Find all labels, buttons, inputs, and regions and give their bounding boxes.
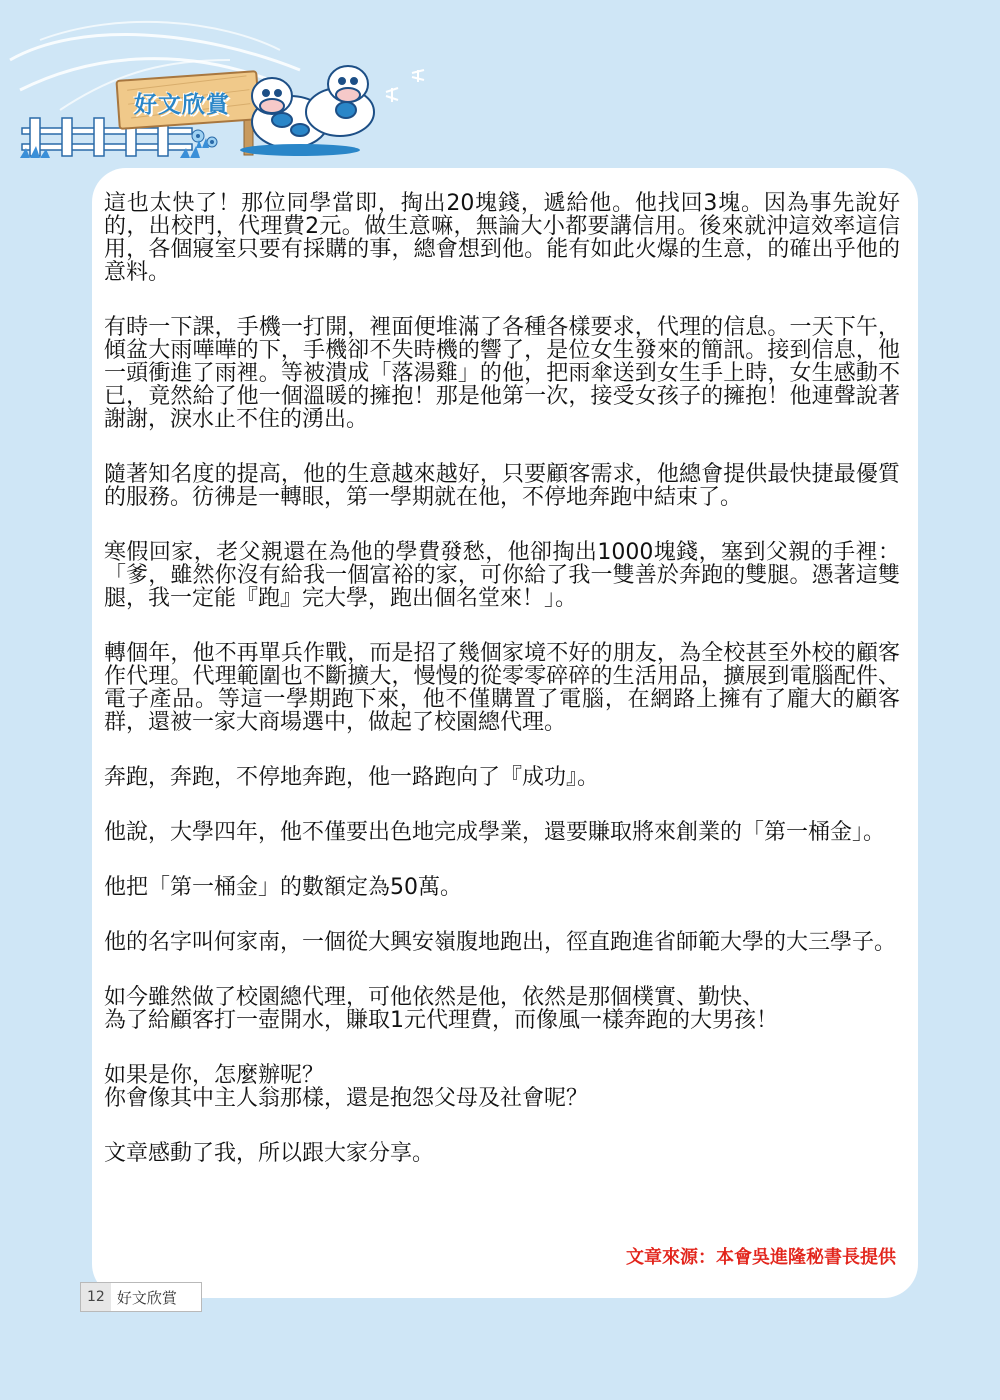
article-body (104, 192, 900, 1197)
page-number: 12 (81, 1283, 111, 1311)
paragraph: 轉個年，他不再單兵作戰，而是招了幾個家境不好的朋友，為全校甚至外校的顧客作代理。代理範圍也不斷擴大，慢慢的從零零碎碎的生活用品，擴展到電腦配件、電子產品。等這一學期跑下來，他不僅購置了電腦，在網路上擁有了龐大的顧客群，還被一家大商場選中，做起了校園總代理。 (104, 641, 900, 735)
page-footer (80, 1282, 202, 1312)
paragraph: 這也太快了！那位同學當即，掏出20塊錢，遞給他。他找回3塊。因為事先說好的，出校門，代理費2元。做生意嘛，無論大小都要講信用。後來就沖這效率這信用，各個寢室只要有採購的事，總會想到他。能有如此火爆的生意，的確出乎他的意料。 (104, 191, 900, 285)
article-source: 文章來源：本會吳進隆秘書長提供 (626, 1247, 896, 1268)
paragraph: 如果是你，怎麼辦呢？ 你會像其中主人翁那樣，還是抱怨父母及社會呢？ (104, 1063, 589, 1111)
paragraph: 有時一下課，手機一打開，裡面便堆滿了各種各樣要求，代理的信息。一天下午，傾盆大雨嘩嘩的下，手機卻不失時機的響了，是位女生發來的簡訊。接到信息，他一頭衝進了雨裡。等被潰成「落湯雞」的他，把雨傘送到女生手上時，女生感動不已，竟然給了他一個溫暖的擁抱！那是他第一次，接受女孩子的擁抱！他連聲說著謝謝，淚水止不住的湧出。 (104, 315, 900, 432)
section-title: 好文欣賞 (134, 92, 230, 118)
paragraph: 他把「第一桶金」的數額定為50萬。 (104, 875, 462, 900)
paragraph: 如今雖然做了校園總代理，可他依然是他，依然是那個樸實、勤快、 為了給顧客打一壺開水，賺取1元代理費，而像風一樣奔跑的大男孩！ (104, 985, 778, 1033)
paragraph: 隨著知名度的提高，他的生意越來越好，只要顧客需求，他總會提供最快捷最優質的服務。彷彿是一轉眼，第一學期就在他，不停地奔跑中結束了。 (104, 462, 900, 510)
paragraph: 他的名字叫何家南，一個從大興安嶺腹地跑出，徑直跑進省師範大學的大三學子。 (104, 930, 897, 955)
paragraph: 他說，大學四年，他不僅要出色地完成學業，還要賺取將來創業的「第一桶金」。 (104, 820, 886, 845)
footer-section-label: 好文欣賞 (116, 1288, 177, 1307)
paragraph: 奔跑，奔跑，不停地奔跑，他一路跑向了『成功』。 (104, 765, 600, 790)
paragraph: 文章感動了我，所以跟大家分享。 (104, 1141, 435, 1166)
paragraph: 寒假回家，老父親還在為他的學費發愁，他卻掏出1000塊錢，塞到父親的手裡：「爹，雖然你沒有給我一個富裕的家，可你給了我一雙善於奔跑的雙腿。憑著這雙腿，我一定能『跑』完大學，跑出個名堂來！」。 (104, 540, 900, 611)
header-illustration (0, 0, 460, 170)
